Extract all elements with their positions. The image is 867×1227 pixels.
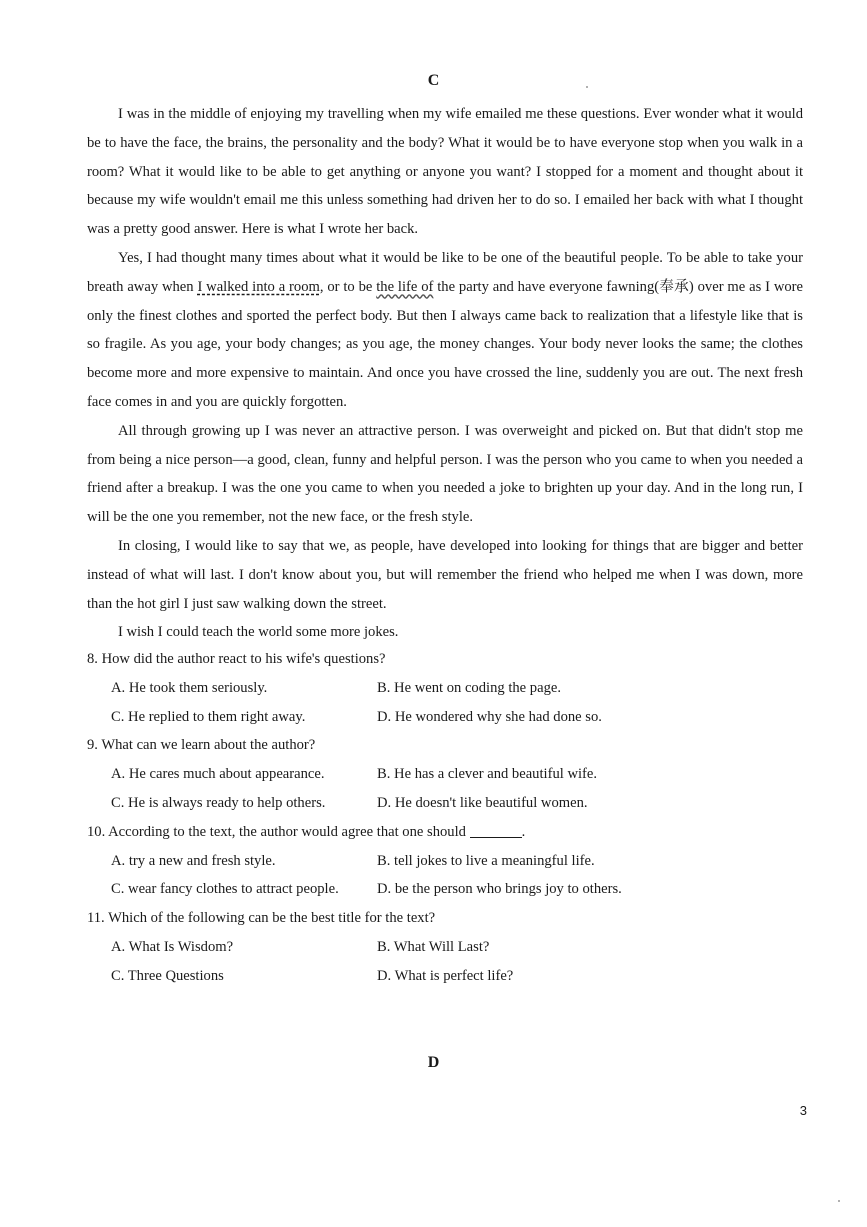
question-10 — [87, 818, 803, 904]
question-stem — [87, 818, 803, 847]
question-11 — [87, 904, 803, 990]
option-a[interactable]: A. He cares much about appearance. — [111, 766, 325, 783]
reading-passage — [87, 100, 803, 647]
page-number: 3 — [799, 1103, 807, 1118]
option-row — [87, 933, 803, 962]
option-a[interactable]: A. He took them seriously. — [111, 679, 268, 696]
option-row — [87, 760, 803, 789]
scan-speck — [838, 1200, 840, 1202]
question-stem: 11. Which of the following can be the best title for the text? — [87, 910, 436, 927]
option-d[interactable]: D. He wondered why she had done so. — [377, 708, 602, 725]
passage-paragraph: I was in the middle of enjoying my travelling when my wife emailed me these questions. Ever wonder what it would be to have the face, the brains, the personality and the body? What it would be to have everyone stop when you walk in a room? What it would like to be able to get anything or anyone you want? I stopped for a moment and thought about it because my wife wouldn't email me this unless something had driven her to do so. I emailed her back with what I thought was a pretty good answer. Here is what I wrote her back. — [87, 106, 803, 238]
section-heading-c: C — [427, 72, 440, 89]
option-d[interactable]: D. What is perfect life? — [377, 967, 514, 984]
option-row — [87, 847, 803, 876]
underlined-phrase: I walked into a room — [197, 278, 320, 295]
option-row — [87, 703, 803, 732]
option-b[interactable]: B. He went on coding the page. — [377, 679, 561, 696]
question-stem: 9. What can we learn about the author? — [87, 737, 316, 754]
option-d[interactable]: D. He doesn't like beautiful women. — [377, 794, 588, 811]
option-b[interactable]: B. What Will Last? — [377, 938, 490, 955]
question-9 — [87, 731, 803, 817]
question-stem-end: . — [521, 823, 526, 840]
passage-text: the party and have everyone fawning(奉承) over me as I wore only the finest clothes and sported the perfect body. But then I always came back to realization that a lifestyle like that is so fragile. As you age, your body changes; as you age, the money changes. Your body never looks the same; the clothes become more and more expensive to maintain. And once you have crossed the line, suddenly you are out. The next fresh face comes in and you are quickly forgotten. — [87, 278, 804, 410]
option-c[interactable]: C. wear fancy clothes to attract people. — [111, 881, 339, 898]
option-row — [87, 789, 803, 818]
question-stem-text: 10. According to the text, the author would agree that one should — [87, 823, 466, 840]
passage-text: , or to be — [319, 278, 377, 295]
question-stem: 8. How did the author react to his wife's questions? — [87, 651, 386, 667]
option-c[interactable]: C. He is always ready to help others. — [111, 794, 326, 811]
option-c[interactable]: C. He replied to them right away. — [111, 708, 306, 725]
passage-paragraph: All through growing up I was never an attractive person. I was overweight and picked on. But that didn't stop me from being a nice person—a good, clean, funny and helpful person. I was the person who you came to when you needed a friend after a breakup. I was the one you came to when you needed a joke to brighten up your day. And in the long run, I will be the one you remember, not the new face, or the fresh style. — [87, 422, 803, 526]
option-c[interactable]: C. Three Questions — [111, 967, 224, 984]
option-b[interactable]: B. He has a clever and beautiful wife. — [377, 766, 598, 783]
option-a[interactable]: A. try a new and fresh style. — [111, 852, 276, 869]
section-heading-d: D — [427, 1054, 440, 1071]
option-b[interactable]: B. tell jokes to live a meaningful life. — [377, 852, 595, 869]
question-8 — [87, 645, 803, 731]
option-row — [87, 674, 803, 703]
option-row — [87, 962, 803, 991]
option-d[interactable]: D. be the person who brings joy to others. — [377, 881, 622, 898]
scan-speck — [586, 86, 588, 88]
option-row — [87, 875, 803, 904]
option-a[interactable]: A. What Is Wisdom? — [111, 938, 234, 955]
passage-paragraph: I wish I could teach the world some more jokes. — [118, 624, 399, 641]
underlined-phrase: the life of — [376, 278, 434, 295]
question-list — [87, 645, 803, 991]
passage-paragraph — [87, 244, 803, 417]
passage-text: Yes, I had thought many times about what it would be like to be one of the beautiful people. To be able to take your breath away when — [87, 249, 803, 295]
passage-paragraph: In closing, I would like to say that we, as people, have developed into looking for things that are bigger and better instead of what will last. I don't know about you, but will remember the friend who helped me when I was down, more than the hot girl I just saw walking down the street. — [87, 537, 803, 612]
answer-blank[interactable] — [470, 823, 522, 838]
